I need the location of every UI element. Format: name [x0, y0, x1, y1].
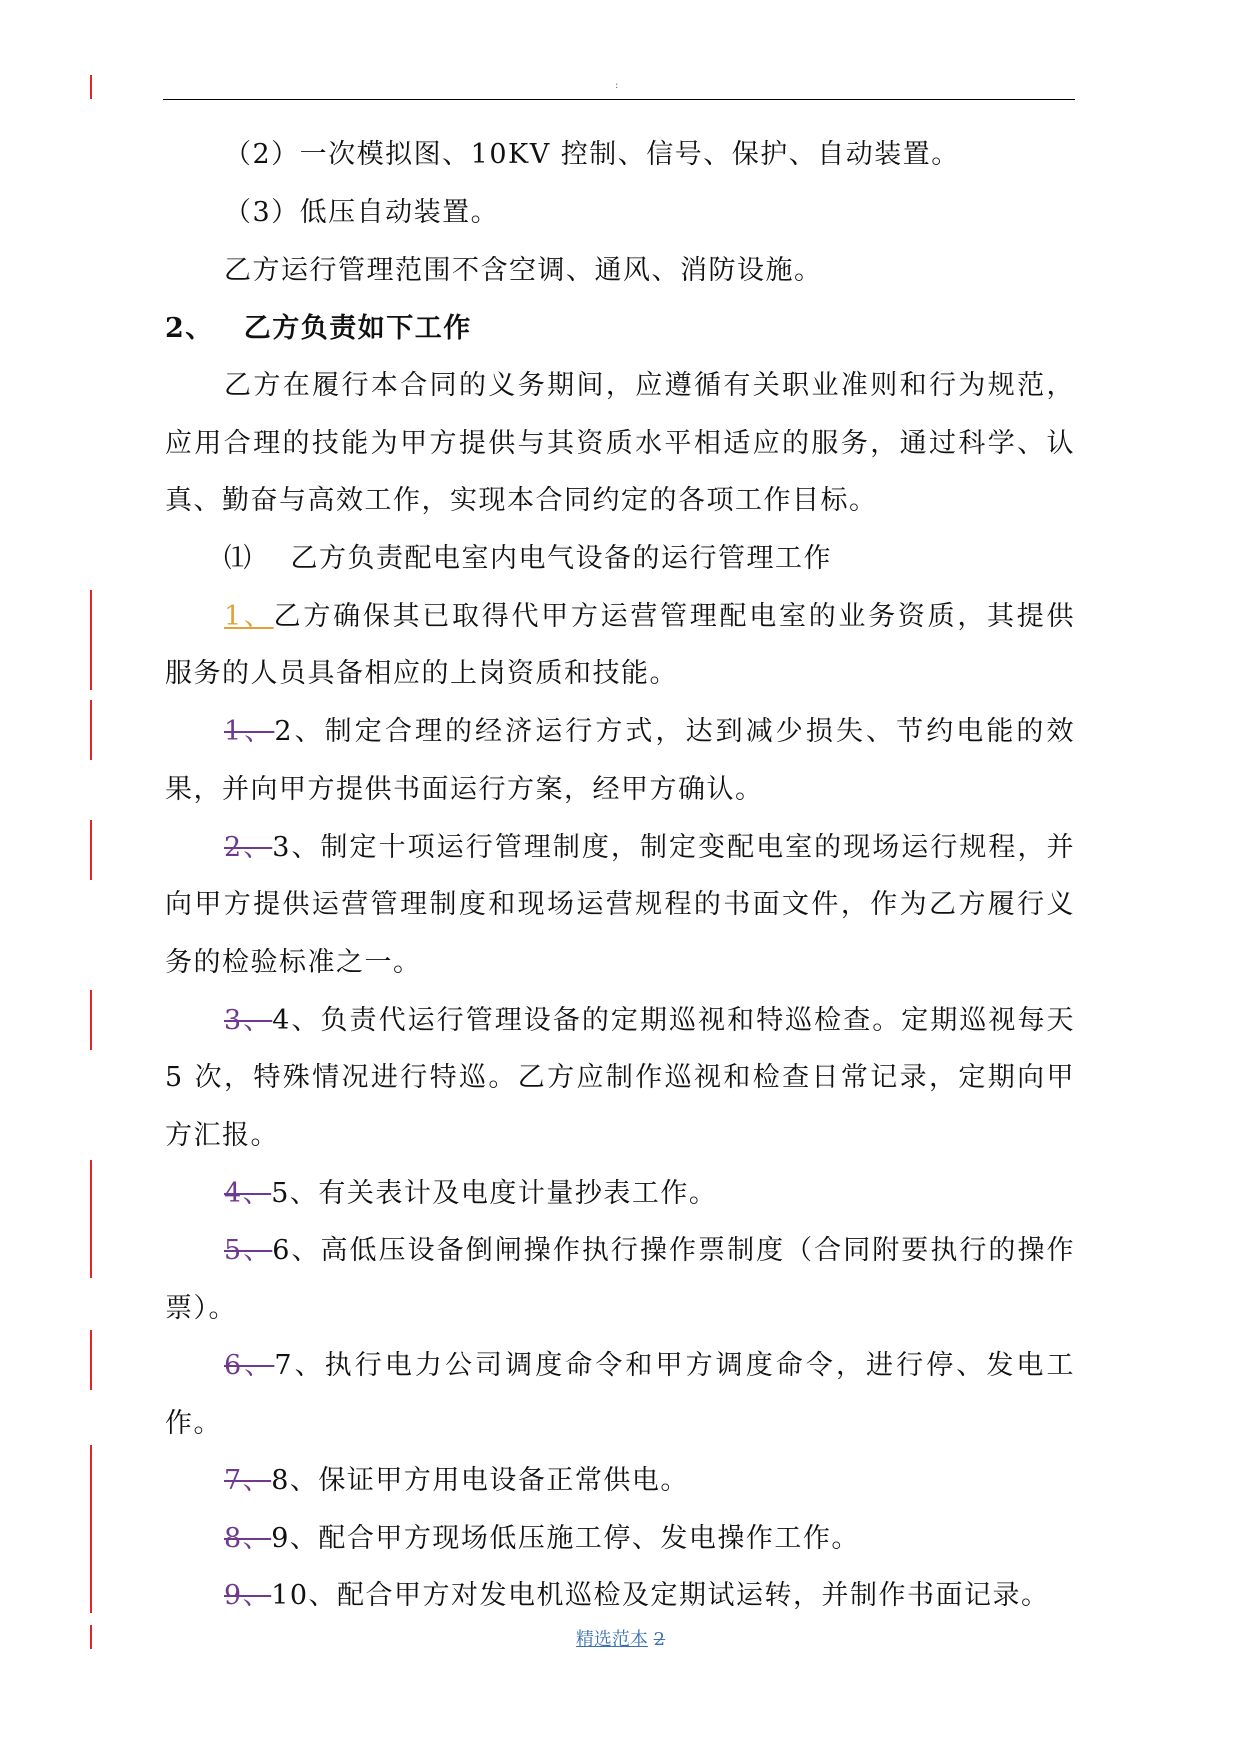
list-item-line: 4、5、有关表计及电度计量抄表工作。 — [224, 1178, 718, 1209]
deleted-number: 9、 — [224, 1580, 272, 1611]
deleted-number: 1、 — [224, 716, 275, 747]
paragraph-line: 应用合理的技能为甲方提供与其资质水平相适应的服务，通过科学、认 — [165, 428, 1075, 459]
section-title: 乙方负责如下工作 — [243, 313, 472, 344]
footer-page-number: 2 — [653, 1629, 666, 1650]
paragraph-line: 乙方运行管理范围不含空调、通风、消防设施。 — [224, 255, 823, 286]
inserted-number: 1、 — [224, 601, 274, 632]
paragraph-line: （2）一次模拟图、10KV 控制、信号、保护、自动装置。 — [224, 139, 960, 170]
list-item-line: 5 次，特殊情况进行特巡。乙方应制作巡视和检查日常记录，定期向甲 — [165, 1062, 1075, 1093]
change-bar — [90, 1445, 92, 1613]
deleted-number: 4、 — [224, 1178, 272, 1209]
subsection-heading — [224, 539, 832, 579]
footer-label: 精选范本 — [575, 1629, 648, 1650]
list-item-line: 方汇报。 — [165, 1120, 279, 1151]
subsection-title: 乙方负责配电室内电气设备的运行管理工作 — [290, 543, 832, 574]
list-item-line: 7、8、保证甲方用电设备正常供电。 — [224, 1465, 689, 1496]
list-item-line: 作。 — [165, 1408, 222, 1439]
list-item-line: 1、2、制定合理的经济运行方式，达到减少损失、节约电能的效 — [224, 716, 1075, 747]
section-number: 2、 — [165, 313, 214, 344]
section-heading — [165, 309, 472, 349]
list-item-line: 服务的人员具备相应的上岗资质和技能。 — [165, 658, 678, 689]
deleted-number: 7、 — [224, 1465, 272, 1496]
deleted-number: 2、 — [224, 832, 273, 863]
deleted-number: 5、 — [224, 1235, 273, 1266]
paragraph-line: 真、勤奋与高效工作，实现本合同约定的各项工作目标。 — [165, 485, 878, 516]
list-item-line: 9、10、配合甲方对发电机巡检及定期试运转，并制作书面记录。 — [224, 1580, 1050, 1611]
change-bar — [90, 1160, 92, 1218]
change-bar — [90, 75, 92, 99]
page-footer — [0, 1628, 1241, 1652]
change-bar — [90, 820, 92, 880]
list-item-line: 8、9、配合甲方现场低压施工停、发电操作工作。 — [224, 1523, 860, 1554]
deleted-number: 8、 — [224, 1523, 272, 1554]
list-item-line: 3、4、负责代运行管理设备的定期巡视和特巡检查。定期巡视每天 — [224, 1005, 1075, 1036]
list-item-line: 1、乙方确保其已取得代甲方运营管理配电室的业务资质，其提供 — [224, 601, 1076, 632]
change-bar — [90, 700, 92, 760]
change-bar — [90, 1218, 92, 1278]
list-item-line: 5、6、高低压设备倒闸操作执行操作票制度（合同附要执行的操作 — [224, 1235, 1075, 1266]
list-item-line: 务的检验标准之一。 — [165, 947, 422, 978]
header-rule — [163, 99, 1075, 100]
list-item-line: 6、7、执行电力公司调度命令和甲方调度命令，进行停、发电工 — [224, 1350, 1075, 1381]
deleted-number: 3、 — [224, 1005, 273, 1036]
change-bar — [90, 590, 92, 690]
subsection-number: ⑴ — [224, 543, 253, 574]
list-item-line: 2、3、制定十项运行管理制度，制定变配电室的现场运行规程，并 — [224, 832, 1075, 863]
list-item-line: 果，并向甲方提供书面运行方案，经甲方确认。 — [165, 774, 764, 805]
list-item-line: 票）。 — [165, 1293, 237, 1324]
deleted-number: 6、 — [224, 1350, 275, 1381]
list-item-line: 向甲方提供运营管理制度和现场运营规程的书面文件，作为乙方履行义 — [165, 889, 1075, 920]
change-bar — [90, 990, 92, 1050]
paragraph-line: 乙方在履行本合同的义务期间，应遵循有关职业准则和行为规范， — [224, 370, 1075, 401]
change-bar — [90, 1330, 92, 1390]
header-mark: : — [615, 80, 619, 91]
paragraph-line: （3）低压自动装置。 — [224, 197, 500, 228]
